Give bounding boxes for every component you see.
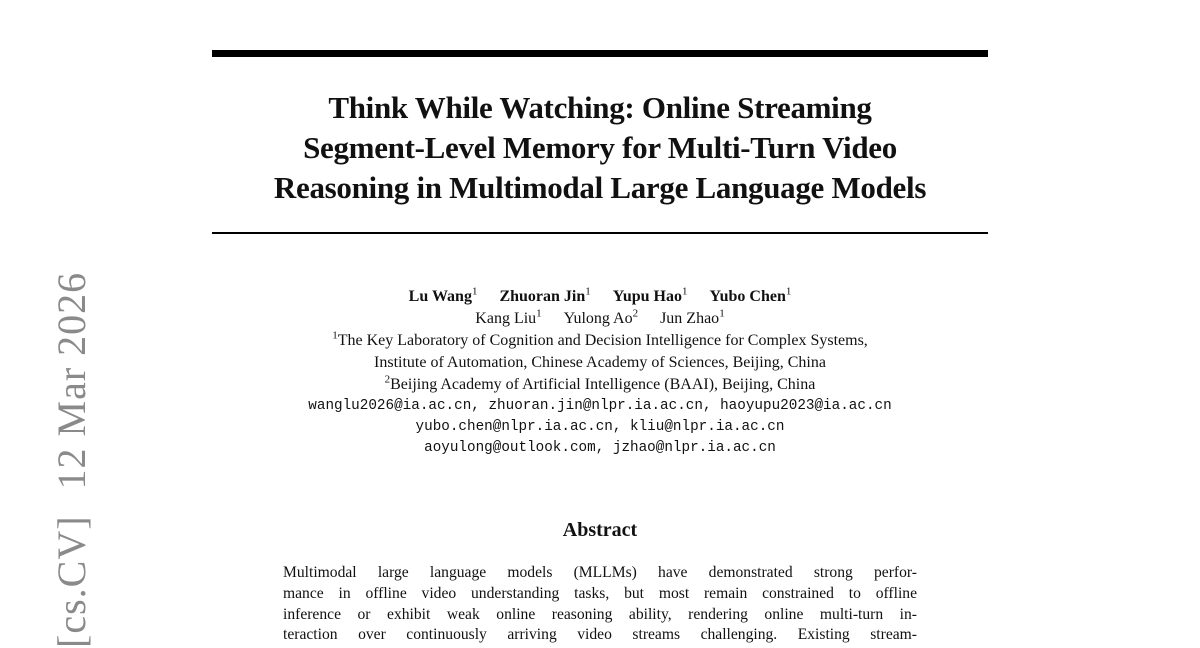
abstract-line: teraction over continuously arriving video streams challenging. Existing stream- xyxy=(283,626,917,644)
abstract-line: mance in offline video understanding tasks, but most remain constrained to offline xyxy=(283,584,917,602)
author: Yupu Hao$^1$ xyxy=(612,285,688,305)
affiliation-line: $^1$The Key Laboratory of Cognition and Decision Intelligence for Complex Systems, xyxy=(332,329,868,349)
author: Zhuoran Jin$^1$ xyxy=(499,285,591,305)
author-row xyxy=(212,308,988,330)
abstract-text xyxy=(283,563,917,646)
abstract-line: Multimodal large language models (MLLMs) have demonstrated strong perfor- xyxy=(283,564,917,581)
author: Lu Wang$^1$ xyxy=(408,285,478,305)
abstract-heading: Abstract xyxy=(562,519,638,541)
title-line: Segment-Level Memory for Multi-Turn Video xyxy=(303,130,897,165)
author: Yulong Ao$^2$ xyxy=(563,307,639,327)
author-block xyxy=(212,286,988,459)
arxiv-side-stamp xyxy=(49,271,94,648)
title-line: Reasoning in Multimodal Large Language Models xyxy=(273,170,927,205)
email-line[interactable]: wanglu2026@ia.ac.cn, zhuoran.jin@nlpr.ia.ac.cn, haoyupu2023@ia.ac.cn xyxy=(308,398,892,414)
paper-title xyxy=(212,88,988,208)
title-bottom-rule xyxy=(212,232,988,234)
author: Jun Zhao$^1$ xyxy=(660,307,725,327)
email-line[interactable]: yubo.chen@nlpr.ia.ac.cn, kliu@nlpr.ia.ac.cn xyxy=(415,419,785,435)
email-line[interactable]: aoyulong@outlook.com, jzhao@nlpr.ia.ac.cn xyxy=(424,440,776,456)
author: Kang Liu$^1$ xyxy=(475,307,542,327)
affiliation-line: $^2$Beijing Academy of Artificial Intelligence (BAAI), Beijing, China xyxy=(384,373,816,393)
author: Yubo Chen$^1$ xyxy=(709,285,792,305)
arxiv-category: [cs.CV] xyxy=(49,515,94,648)
author-row xyxy=(212,286,988,308)
title-top-rule xyxy=(212,50,988,57)
affiliation-line: Institute of Automation, Chinese Academy of Sciences, Beijing, China xyxy=(374,354,826,371)
title-line: Think While Watching: Online Streaming xyxy=(328,90,872,125)
abstract-line: inference or exhibit weak online reasoning ability, rendering online multi-turn in- xyxy=(283,605,917,623)
arxiv-date: 12 Mar 2026 xyxy=(49,271,94,490)
